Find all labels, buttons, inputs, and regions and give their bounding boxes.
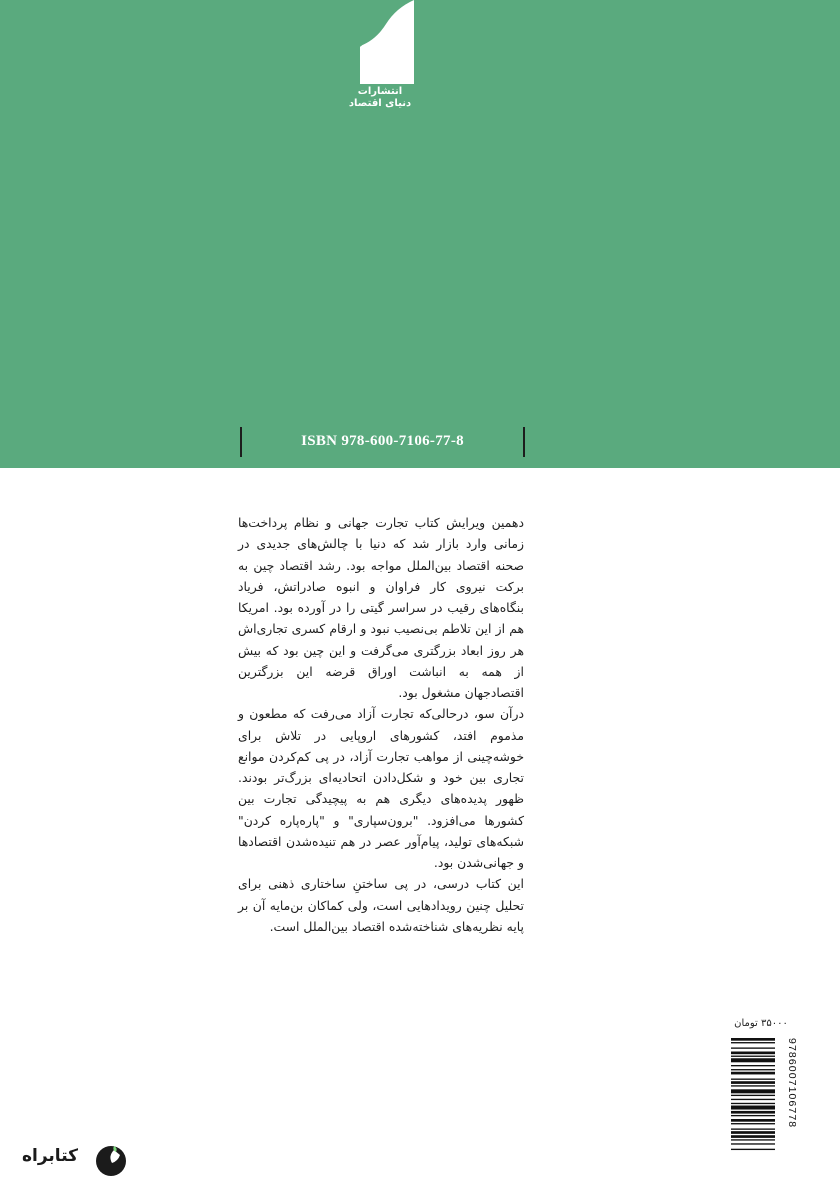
- barcode-bar: [731, 1143, 775, 1144]
- description-paragraph-1: دهمین ویرایش کتاب تجارت جهانی و نظام پرداخت‌ها زمانی وارد بازار شد که دنیا با چالش‌های جدیدی در صحنه اقتصاد بین‌الملل مواجه بود. رشد اقتصاد چین به برکت نیروی کار فراوان و انبوه صادراتش، فریاد بنگاه‌های رقیب در سراسر گیتی را در آورده بود. امریکا هم از این تلاطم بی‌نصیب نبود و ارقام کسری تجاری‌اش هر روز ابعاد بزرگتری می‌گرفت و این چین بود که بیش از همه به انباشت اوراق قرضه این بزرگترین اقتصادجهان مشغول بود.: [238, 515, 524, 700]
- book-spine-logo-icon: [356, 0, 418, 84]
- barcode-bar: [731, 1111, 775, 1114]
- barcode-bar: [731, 1047, 775, 1048]
- barcode-bar: [731, 1038, 775, 1041]
- barcode-bar: [731, 1135, 775, 1138]
- barcode-bar: [731, 1079, 775, 1080]
- barcode-bar: [731, 1069, 775, 1070]
- isbn-frame: [240, 427, 525, 457]
- barcode-bar: [731, 1042, 775, 1043]
- barcode-bar: [731, 1103, 775, 1104]
- barcode-bar: [731, 1131, 775, 1134]
- barcode-number: 9786007106778: [786, 1038, 798, 1129]
- publisher-name: [330, 86, 430, 110]
- price-label: ۳۵۰۰۰ تومان: [734, 1018, 788, 1029]
- description-paragraph-2: درآن سو، درحالی‌که تجارت آزاد می‌رفت که مطعون و مذموم افتد، کشورهای اروپایی در تلاش برای خوشه‌چینی از مواهب تجارت آزاد، در پی کم‌کردن موانع تجاری بین خود و شکل‌دادن اتحادیه‌ای بزرگ‌تر بودند. ظهور پدیده‌های دیگری هم به پیچیدگی تجارت بین کشورها می‌افزود. "برون‌سپاری" و "پاره‌پاره کردن" شبکه‌های تولید، پیام‌آور عصر در هم تنیده‌شدن اقتصادها و جهانی‌شدن بود.: [238, 706, 524, 870]
- barcode-bar: [731, 1123, 775, 1124]
- barcode-bar: [731, 1139, 775, 1140]
- barcode-bar: [731, 1065, 775, 1066]
- store-logo-icon: [96, 1146, 126, 1176]
- barcode-bar: [731, 1119, 775, 1122]
- barcode-bar: [731, 1081, 775, 1084]
- back-cover-description: [238, 512, 524, 937]
- barcode-bar: [731, 1052, 775, 1055]
- cover-top-green-panel: [0, 0, 840, 468]
- publisher-name-line2: دنیای اقتصاد: [348, 98, 412, 109]
- barcode-bar: [731, 1058, 775, 1062]
- barcode-bar: [731, 1072, 775, 1075]
- store-brand-name: کتابراه: [21, 1146, 79, 1166]
- isbn-right-divider: [523, 427, 525, 457]
- barcode-icon: [731, 1036, 798, 1192]
- publisher-name-line1: انتشارات: [357, 86, 403, 97]
- barcode-bar: [731, 1128, 775, 1129]
- barcode-bar: [731, 1085, 775, 1086]
- barcode-bar: [731, 1115, 775, 1116]
- isbn-text: ISBN 978-600-7106-77-8: [301, 433, 464, 449]
- barcode-bar: [731, 1089, 775, 1093]
- barcode-bar: [731, 1095, 775, 1096]
- barcode-bar: [731, 1099, 775, 1100]
- barcode-bar: [731, 1056, 775, 1057]
- barcode-bar: [731, 1106, 775, 1110]
- description-paragraph-3: این کتاب درسی، در پی ساختنِ ساختاری ذهنی برای تحلیل چنین رویدادهایی است، ولی کماکان بن‌مایه آن بر پایه نظریه‌های شناخته‌شده اقتصاد بین‌الملل است.: [238, 876, 524, 934]
- barcode-bar: [731, 1149, 775, 1150]
